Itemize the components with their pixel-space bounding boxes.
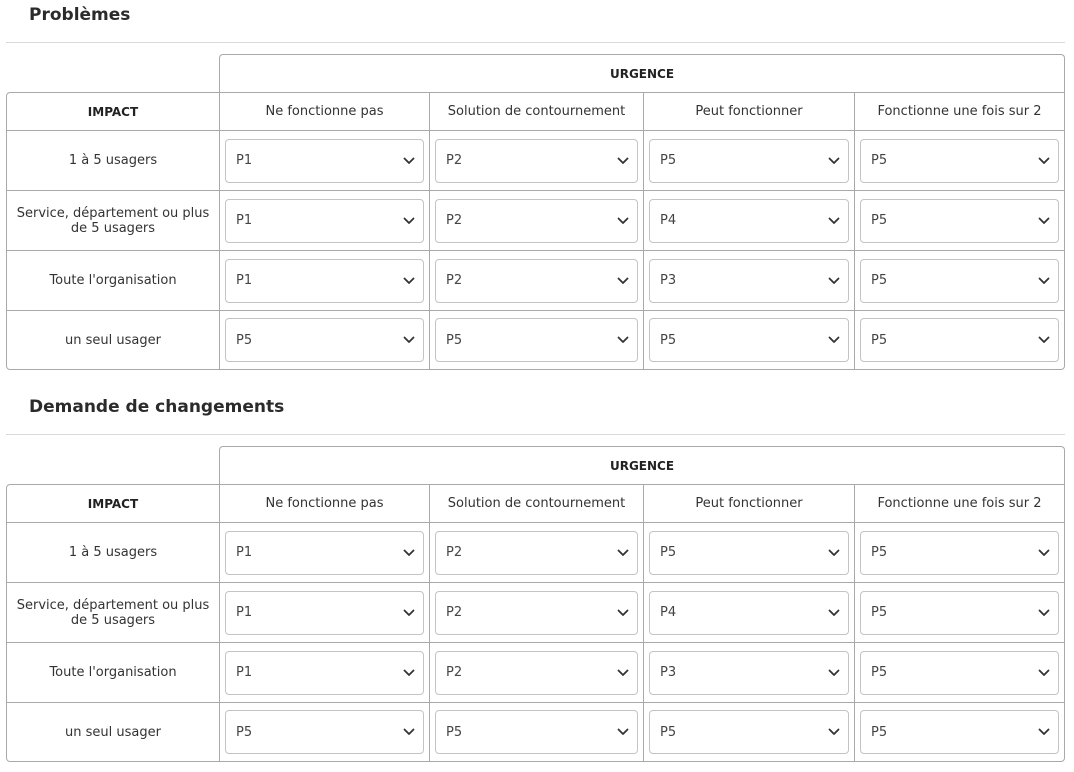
chevron-down-icon: [1038, 609, 1050, 617]
chevron-down-icon: [828, 157, 840, 165]
chevron-down-icon: [1038, 728, 1050, 736]
priority-select-value: P5: [236, 332, 253, 348]
chevron-down-icon: [1038, 336, 1050, 344]
priority-select[interactable]: [649, 199, 849, 243]
priority-cell: [220, 523, 430, 583]
priority-select[interactable]: [435, 531, 638, 575]
priority-select-value: P5: [871, 273, 888, 288]
chevron-down-icon: [828, 277, 840, 285]
priority-select[interactable]: [860, 710, 1059, 754]
priority-select-value: P5: [660, 545, 677, 560]
priority-select-value: P5: [236, 724, 253, 740]
priority-cell: [430, 251, 644, 311]
priority-select-value: P4: [660, 213, 677, 228]
priority-select[interactable]: [860, 591, 1059, 635]
impact-row-label: 1 à 5 usagers: [7, 131, 220, 191]
priority-select-value: P3: [660, 665, 677, 680]
priority-grid: [6, 92, 1065, 370]
chevron-down-icon: [828, 549, 840, 557]
priority-matrix-problemes: [6, 54, 1065, 370]
chevron-down-icon: [617, 549, 629, 557]
priority-cell: [644, 703, 855, 761]
priority-grid: [6, 484, 1065, 762]
priority-select-value: P3: [660, 273, 677, 288]
priority-select-value: P1: [236, 605, 253, 620]
priority-select-value: P2: [446, 605, 463, 620]
priority-cell: [855, 703, 1064, 761]
priority-select[interactable]: [860, 651, 1059, 695]
priority-select[interactable]: [225, 318, 424, 362]
priority-select[interactable]: [649, 531, 849, 575]
chevron-down-icon: [617, 669, 629, 677]
priority-select-value: P1: [236, 213, 253, 228]
priority-select-value: P5: [871, 724, 888, 740]
chevron-down-icon: [617, 217, 629, 225]
urgence-column-fonctionne-une-fois-sur-2: Fonctionne une fois sur 2: [855, 485, 1064, 523]
priority-select-value: P5: [871, 213, 888, 228]
priority-cell: [220, 703, 430, 761]
urgence-column-peut-fonctionner: Peut fonctionner: [644, 485, 855, 523]
priority-select-value: P5: [871, 605, 888, 620]
section-divider: [6, 42, 1065, 43]
priority-select[interactable]: [649, 710, 849, 754]
chevron-down-icon: [617, 728, 629, 736]
priority-select-value: P1: [236, 665, 253, 680]
priority-select[interactable]: [649, 318, 849, 362]
priority-select-value: P5: [871, 545, 888, 560]
chevron-down-icon: [617, 157, 629, 165]
priority-select[interactable]: [225, 651, 424, 695]
urgence-column-solution-de-contournement: Solution de contournement: [430, 485, 644, 523]
priority-select[interactable]: [435, 139, 638, 183]
priority-cell: [220, 583, 430, 643]
urgence-column-ne-fonctionne-pas: Ne fonctionne pas: [220, 93, 430, 131]
chevron-down-icon: [403, 609, 415, 617]
priority-select[interactable]: [225, 259, 424, 303]
priority-select[interactable]: [435, 591, 638, 635]
chevron-down-icon: [403, 336, 415, 344]
priority-select[interactable]: [435, 318, 638, 362]
priority-select-value: P5: [660, 153, 677, 168]
priority-select-value: P2: [446, 665, 463, 680]
urgence-header: URGENCE: [219, 54, 1065, 92]
chevron-down-icon: [828, 217, 840, 225]
section-divider: [6, 434, 1065, 435]
chevron-down-icon: [1038, 217, 1050, 225]
priority-select[interactable]: [860, 139, 1059, 183]
priority-cell: [644, 523, 855, 583]
priority-select[interactable]: [649, 591, 849, 635]
chevron-down-icon: [828, 728, 840, 736]
impact-row-label: Service, département ou plus de 5 usagers: [7, 191, 220, 251]
priority-select-value: P4: [660, 605, 677, 620]
chevron-down-icon: [403, 669, 415, 677]
priority-select-value: P5: [660, 724, 677, 740]
chevron-down-icon: [828, 609, 840, 617]
priority-select-value: P2: [446, 545, 463, 560]
priority-select-value: P5: [871, 665, 888, 680]
section-title-problemes: Problèmes: [29, 5, 131, 25]
urgence-column-peut-fonctionner: Peut fonctionner: [644, 93, 855, 131]
priority-select[interactable]: [860, 199, 1059, 243]
priority-cell: [644, 311, 855, 369]
chevron-down-icon: [403, 277, 415, 285]
priority-cell: [855, 191, 1064, 251]
priority-select-value: P1: [236, 273, 253, 288]
priority-cell: [855, 583, 1064, 643]
chevron-down-icon: [403, 217, 415, 225]
priority-select[interactable]: [860, 259, 1059, 303]
priority-cell: [855, 131, 1064, 191]
priority-cell: [644, 131, 855, 191]
priority-cell: [855, 643, 1064, 703]
impact-header: IMPACT: [7, 93, 220, 131]
urgence-column-fonctionne-une-fois-sur-2: Fonctionne une fois sur 2: [855, 93, 1064, 131]
priority-cell: [855, 251, 1064, 311]
priority-select-value: P2: [446, 153, 463, 168]
priority-select-value: P5: [446, 332, 463, 348]
priority-select[interactable]: [860, 318, 1059, 362]
priority-select[interactable]: [435, 651, 638, 695]
impact-row-label: un seul usager: [7, 311, 220, 369]
priority-select[interactable]: [435, 199, 638, 243]
chevron-down-icon: [403, 157, 415, 165]
priority-cell: [430, 523, 644, 583]
impact-row-label: un seul usager: [7, 703, 220, 761]
priority-select[interactable]: [435, 259, 638, 303]
priority-cell: [220, 643, 430, 703]
priority-select[interactable]: [860, 531, 1059, 575]
priority-select-value: P5: [871, 153, 888, 168]
chevron-down-icon: [1038, 157, 1050, 165]
priority-cell: [430, 131, 644, 191]
priority-select-value: P5: [660, 332, 677, 348]
priority-select-value: P5: [871, 332, 888, 348]
urgence-header: URGENCE: [219, 446, 1065, 484]
priority-select[interactable]: [225, 139, 424, 183]
priority-cell: [220, 251, 430, 311]
priority-select[interactable]: [649, 651, 849, 695]
chevron-down-icon: [617, 609, 629, 617]
priority-cell: [855, 311, 1064, 369]
priority-select-value: P1: [236, 545, 253, 560]
priority-select-value: P2: [446, 273, 463, 288]
priority-cell: [430, 643, 644, 703]
urgence-column-solution-de-contournement: Solution de contournement: [430, 93, 644, 131]
chevron-down-icon: [828, 669, 840, 677]
chevron-down-icon: [403, 728, 415, 736]
priority-select-value: P5: [446, 724, 463, 740]
priority-select-value: P1: [236, 153, 253, 168]
priority-select[interactable]: [225, 531, 424, 575]
chevron-down-icon: [828, 336, 840, 344]
chevron-down-icon: [1038, 669, 1050, 677]
priority-select[interactable]: [225, 199, 424, 243]
impact-row-label: Service, département ou plus de 5 usagers: [7, 583, 220, 643]
impact-row-label: 1 à 5 usagers: [7, 523, 220, 583]
priority-matrix-demande-de-changements: [6, 446, 1065, 762]
urgence-column-ne-fonctionne-pas: Ne fonctionne pas: [220, 485, 430, 523]
impact-header: IMPACT: [7, 485, 220, 523]
priority-cell: [220, 311, 430, 369]
chevron-down-icon: [1038, 277, 1050, 285]
chevron-down-icon: [617, 336, 629, 344]
priority-select[interactable]: [649, 259, 849, 303]
priority-cell: [644, 191, 855, 251]
priority-select[interactable]: [435, 710, 638, 754]
priority-select-value: P2: [446, 213, 463, 228]
section-title-demande-de-changements: Demande de changements: [29, 397, 285, 417]
chevron-down-icon: [1038, 549, 1050, 557]
chevron-down-icon: [617, 277, 629, 285]
priority-cell: [644, 643, 855, 703]
impact-row-label: Toute l'organisation: [7, 643, 220, 703]
priority-cell: [430, 703, 644, 761]
priority-select[interactable]: [225, 591, 424, 635]
chevron-down-icon: [403, 549, 415, 557]
priority-cell: [220, 131, 430, 191]
priority-cell: [430, 191, 644, 251]
priority-cell: [644, 583, 855, 643]
priority-cell: [220, 191, 430, 251]
priority-select[interactable]: [225, 710, 424, 754]
priority-cell: [644, 251, 855, 311]
impact-row-label: Toute l'organisation: [7, 251, 220, 311]
priority-cell: [855, 523, 1064, 583]
priority-cell: [430, 583, 644, 643]
priority-select[interactable]: [649, 139, 849, 183]
priority-cell: [430, 311, 644, 369]
